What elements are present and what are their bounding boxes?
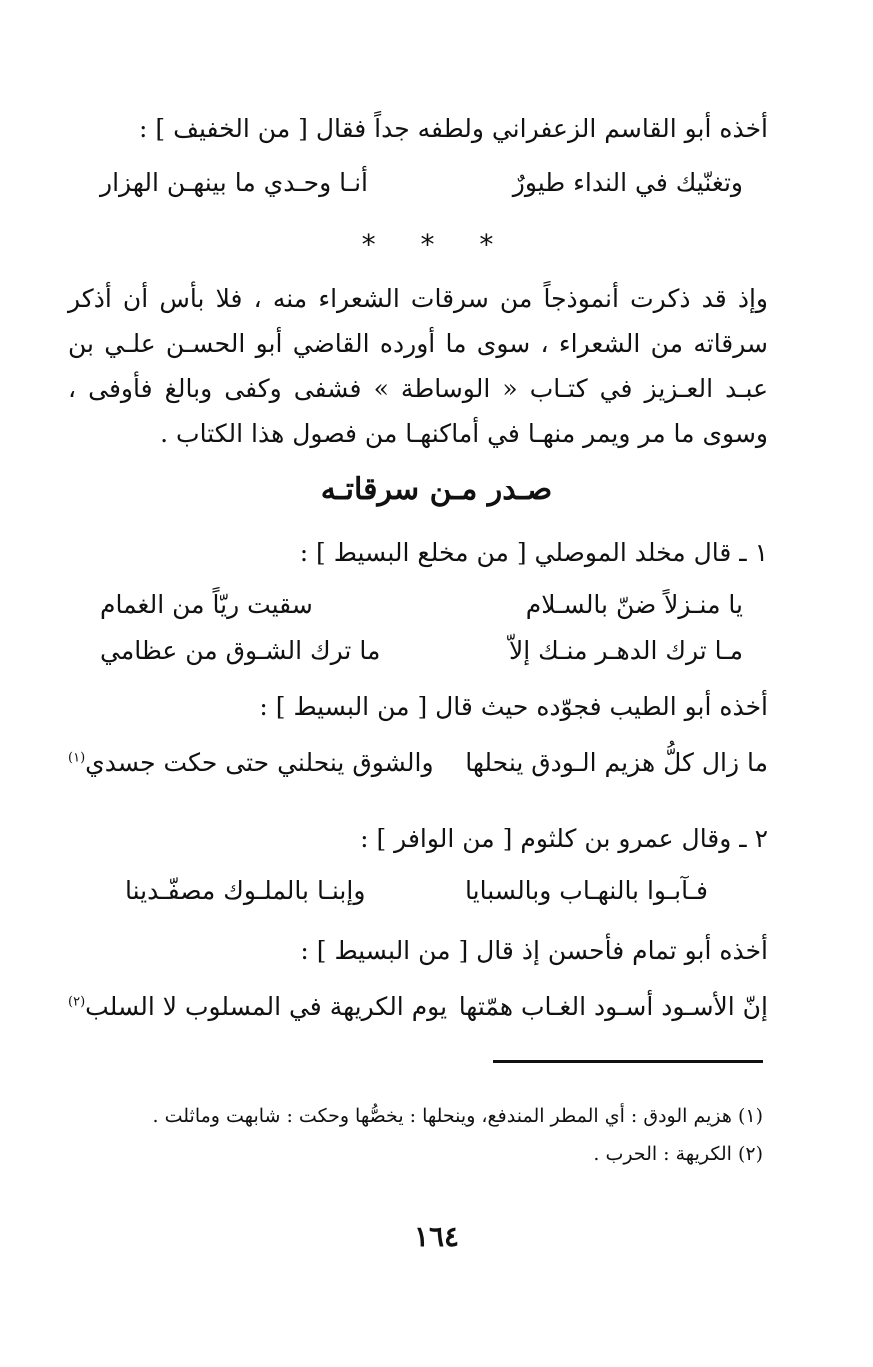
verse-1-second-hemistich: أنـا وحـدي ما بينهـن الهزار — [100, 168, 369, 197]
item-2-verse-b — [0, 992, 873, 1032]
item-2-verse-a-first-hemistich: فـآبـوا بالنهـاب وبالسبايا — [465, 876, 708, 905]
item-2-verse-a-second-hemistich: وإبنـا بالملـوك مصفّـدينا — [125, 876, 366, 905]
footnote-rule — [493, 1060, 763, 1063]
page-number: ١٦٤ — [413, 1220, 460, 1253]
item-1-verse-a-first-hemistich: يا منـزلاً ضنّ بالسـلام — [525, 590, 743, 619]
item-2-verse-b-second-text: يوم الكريهة في المسلوب لا السلب — [85, 992, 448, 1021]
item-1-verse-a-second-hemistich: سقيت ريّاً من الغمام — [100, 590, 313, 619]
item-1-verse-c — [0, 748, 873, 788]
item-2-verse-b-first-hemistich: إنّ الأسـود أسـود الغـاب همّتها — [458, 992, 768, 1021]
item-2-taken: أخذه أبو تمام فأحسن إذ قال [ من البسيط ] : — [300, 936, 768, 965]
item-2-intro: ٢ ـ وقال عمرو بن كلثوم [ من الوافر ] : — [360, 824, 768, 853]
section-heading: صـدر مـن سرقاتـه — [320, 472, 553, 507]
paragraph: وإذ قد ذكرت أنموذجاً من سرقات الشعراء منه ، فلا بأس أن أذكر سرقاته من الشعراء ، سوى ما أورده القاضي أبو الحسـن علـي بن عبـد العـزيز في كتـاب « الوساطة » فشفى وكفى وبالغ فأوفى ، وسوى ما مر ويمر منهـا في أماكنهـا من فصول هذا الكتاب . — [68, 284, 768, 448]
footnote-mark-1: (١) — [68, 750, 86, 766]
item-1-verse-c-first-hemistich: ما زال كلُّ هزيم الـودق ينحلها — [465, 748, 768, 777]
footnote-1: (١) هزيم الودق : أي المطر المندفع، وينحلها : يخصُّها وحكت : شابهت وماثلت . — [152, 1105, 763, 1127]
item-1-intro: ١ ـ قال مخلد الموصلي [ من مخلع البسيط ] : — [299, 538, 768, 567]
intro-line: أخذه أبو القاسم الزعفراني ولطفه جداً فقال [ من الخفيف ] : — [139, 114, 768, 143]
item-1-verse-a — [0, 590, 873, 630]
item-2-verse-b-second-hemistich — [68, 992, 447, 1021]
item-1-verse-c-second-hemistich — [68, 748, 434, 777]
verse-1-first-hemistich: وتغنّيك في النداء طيورٌ — [512, 168, 743, 197]
verse-1 — [0, 168, 873, 208]
item-1-verse-b-second-hemistich: ما ترك الشـوق من عظامي — [100, 636, 381, 665]
footnote-2: (٢) الكريهة : الحرب . — [593, 1143, 763, 1165]
item-1-verse-b — [0, 636, 873, 676]
section-divider-stars: * * * — [361, 228, 512, 261]
item-1-verse-b-first-hemistich: مـا ترك الدهـر منـك إلاّ — [509, 636, 743, 665]
item-2-verse-a — [0, 876, 873, 916]
footnote-mark-2: (٢) — [68, 994, 86, 1010]
item-1-taken: أخذه أبو الطيب فجوّده حيث قال [ من البسيط ] : — [259, 692, 768, 721]
item-1-verse-c-second-text: والشوق ينحلني حتى حكت جسدي — [85, 748, 434, 777]
